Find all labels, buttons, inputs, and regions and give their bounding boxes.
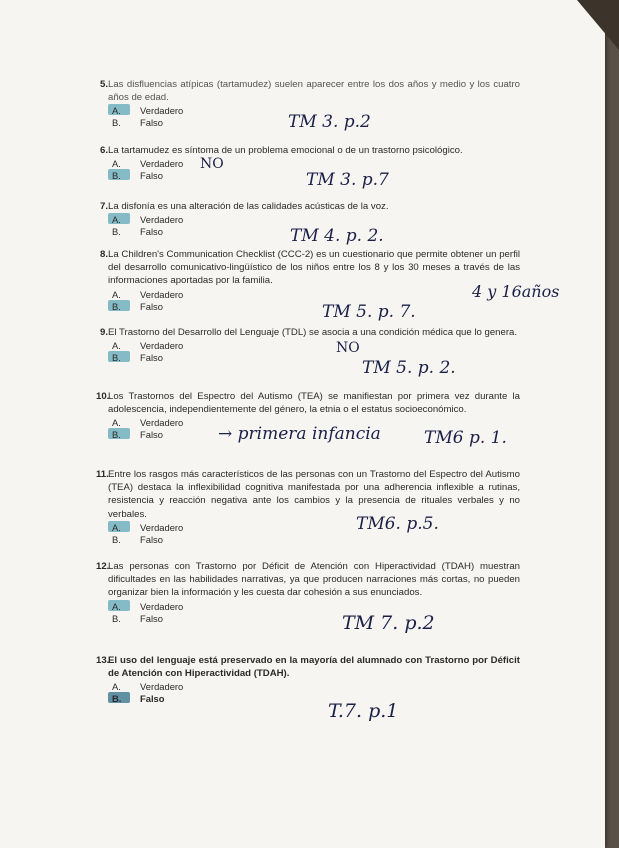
option-a[interactable]: A. Verdadero [112, 417, 184, 429]
option-b[interactable]: B. Falso [108, 428, 520, 440]
question-6: 6. La tartamudez es síntoma de un problema emocional o de un trastorno psicológico. A. Verdadero B. Falso [108, 144, 520, 181]
question-11: 11. Entre los rasgos más característicos de las personas con un Trastorno del Espectro del Autismo (TEA) destaca la inflexibilidad cognitiva manifestada por una adherencia inflexible a rutinas, resistencia y reacción negativa ante los cambios y la presencia de rituales verbales y no verbales. A. Verdadero B. Falso [96, 469, 520, 545]
option-b[interactable]: B. Falso [112, 612, 163, 624]
option-b[interactable]: B. Falso [108, 351, 520, 363]
option-a[interactable]: A. Verdadero [108, 213, 520, 225]
handwritten-side-note-q10: → primera infancia [218, 424, 381, 444]
option-a[interactable]: A. Verdadero [108, 104, 520, 116]
question-13: 13. El uso del lenguaje está preservado en la mayoría del alumnado con Trastorno por Déficit de Atención con Hiperactividad (TDAH). A. Verdadero B. Falso [96, 655, 520, 705]
question-10: 10. Los Trastornos del Espectro del Autismo (TEA) se manifiestan por primera vez durante la adolescencia, independientemente del género, la etnia o el estatus socioeconómico. A. Verdadero B. Falso [96, 391, 520, 441]
question-9: 9. El Trastorno del Desarrollo del Lenguaje (TDL) se asocia a una condición médica que lo genera. A. Verdadero B. Falso [108, 326, 520, 363]
question-12: 12. Las personas con Trastorno por Déficit de Atención con Hiperactividad (TDAH) muestran dificultades en las habilidades narrativas, ya que producen narraciones más cortas, no pueden organizar bien la información y les cuesta dar cohesión a sus enunciados. A. Verdadero B. Falso [96, 561, 520, 624]
handwritten-no-q6: NO [200, 156, 224, 172]
option-b[interactable]: B. Falso [112, 117, 163, 129]
option-a[interactable]: A. Verdadero [112, 681, 184, 693]
option-a[interactable]: A. Verdadero [112, 340, 184, 352]
option-b[interactable]: B. Falso [108, 692, 520, 704]
option-a[interactable]: A. Verdadero [112, 158, 184, 170]
handwritten-note-q7: TM 4. p. 2. [290, 226, 384, 246]
question-7: 7. La disfonía es una alteración de las calidades acústicas de la voz. A. Verdadero B. Falso [108, 200, 520, 237]
handwritten-note-q11: TM6. p.5. [356, 514, 439, 534]
handwritten-no-q9: NO [336, 340, 360, 356]
option-a[interactable]: A. Verdadero [108, 521, 520, 533]
option-b[interactable]: B. Falso [108, 300, 520, 312]
question-number: 5. [100, 79, 109, 90]
option-a[interactable]: A. Verdadero [112, 288, 184, 300]
handwritten-note-q9: TM 5. p. 2. [362, 358, 456, 378]
handwritten-side-note-q8: 4 y 16años [472, 282, 560, 301]
option-b[interactable]: B. Falso [108, 169, 520, 181]
option-b[interactable]: B. Falso [112, 226, 163, 238]
handwritten-note-q10: TM6 p. 1. [424, 428, 507, 448]
handwritten-note-q12: TM 7. p.2 [342, 612, 435, 634]
handwritten-note-q6: TM 3. p.7 [306, 170, 389, 190]
option-b[interactable]: B. Falso [112, 533, 163, 545]
handwritten-note-q13: T.7. p.1 [328, 700, 399, 722]
question-text: Las disfluencias atípicas (tartamudez) suelen aparecer entre los dos años y medio y los cuatro años de edad. [108, 79, 520, 104]
handwritten-note-q5: TM 3. p.2 [288, 112, 371, 132]
question-8: 8. La Children's Communication Checklist (CCC-2) es un cuestionario que permite obtener un perfil del desarrollo comunicativo-lingüístico de los niños entre los 8 y los 30 meses a través de las informaciones aportadas por la familia. A. Verdadero B. Falso [100, 249, 520, 312]
handwritten-note-q8: TM 5. p. 7. [322, 302, 416, 322]
option-a[interactable]: A. Verdadero [108, 600, 520, 612]
